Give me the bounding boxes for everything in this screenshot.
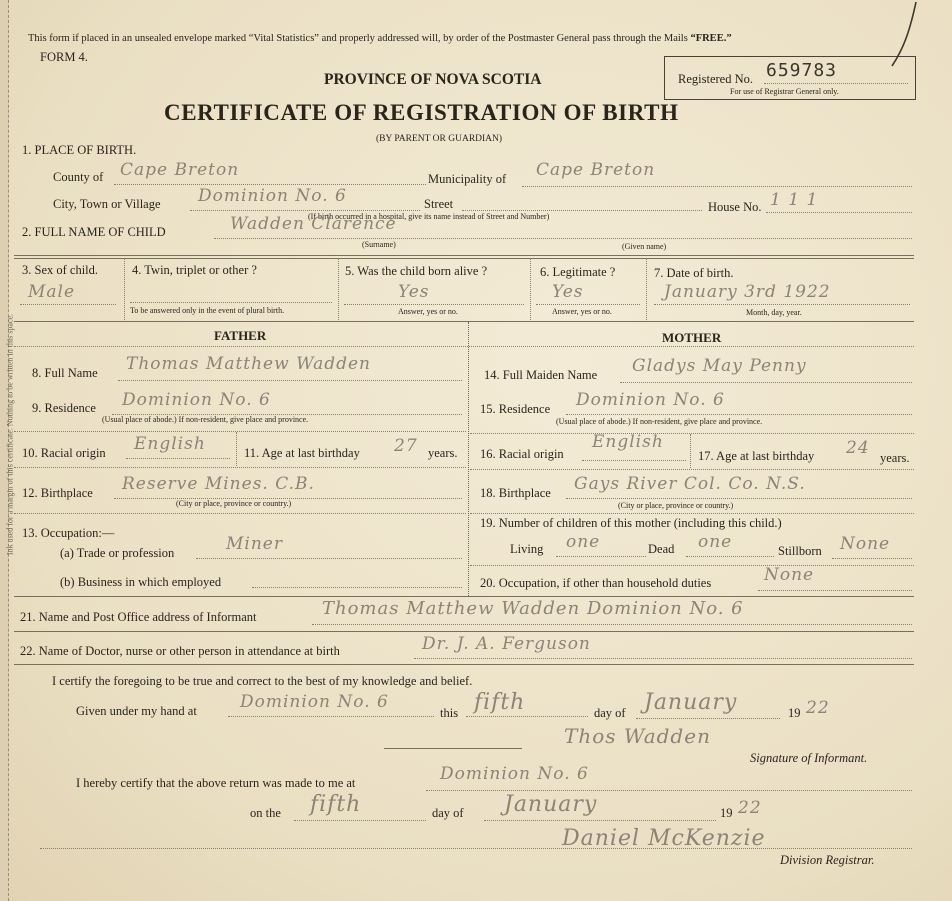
row3-top-rule-2 bbox=[14, 258, 914, 259]
date-of-birth-label: 7. Date of birth. bbox=[654, 266, 734, 280]
mother-racial-label: 16. Racial origin bbox=[480, 447, 564, 461]
mother-residence-label: 15. Residence bbox=[480, 402, 551, 416]
doctor-label: 22. Name of Doctor, nurse or other person in attendance at birth bbox=[20, 644, 340, 658]
stillborn-label: Stillborn bbox=[778, 544, 822, 558]
house-label: House No. bbox=[708, 200, 762, 214]
father-residence-value: Dominion No. 6 bbox=[122, 390, 271, 410]
mother-age-divider bbox=[690, 434, 691, 468]
father-age-label: 11. Age at last birthday bbox=[244, 446, 360, 460]
father-age-divider bbox=[236, 432, 237, 466]
dead-label: Dead bbox=[648, 542, 675, 556]
left-margin-strip bbox=[0, 0, 15, 901]
alive-note: Answer, yes or no. bbox=[398, 307, 458, 316]
mother-row-rule-1 bbox=[470, 433, 914, 434]
street-label: Street bbox=[424, 197, 454, 211]
mother-racial-line bbox=[582, 460, 686, 461]
doctor-top-rule bbox=[14, 631, 914, 632]
mother-name-value: Gladys May Penny bbox=[632, 356, 807, 376]
certify-separator bbox=[384, 748, 522, 749]
side-note: Ink used for a margin of this certificate. Nothing to be written in this space. bbox=[5, 313, 15, 556]
municipality-value: Cape Breton bbox=[536, 160, 656, 180]
registrar-signature-line bbox=[40, 848, 912, 849]
registrar-year-suffix: 22 bbox=[738, 798, 762, 818]
mother-row-rule-2 bbox=[470, 469, 914, 470]
alive-label: 5. Was the child born alive ? bbox=[345, 264, 488, 278]
father-occupation-label: 13. Occupation:— bbox=[22, 526, 115, 540]
registrar-certify-text: I hereby certify that the above return was made to me at bbox=[76, 776, 356, 790]
municipality-line bbox=[522, 186, 912, 187]
alive-line bbox=[344, 304, 524, 305]
province-heading: PROVINCE OF NOVA SCOTIA bbox=[324, 71, 542, 88]
stillborn-value: None bbox=[840, 534, 891, 554]
registered-line bbox=[764, 83, 908, 84]
mother-occupation-line bbox=[758, 590, 912, 591]
father-trade-label: (a) Trade or profession bbox=[60, 546, 175, 560]
certify-text: I certify the foregoing to be true and correct to the best of my knowledge and belief. bbox=[52, 674, 473, 688]
form-number: FORM 4. bbox=[40, 50, 88, 64]
legitimate-line bbox=[536, 304, 640, 305]
given-name-note: (Given name) bbox=[622, 242, 667, 251]
city-label: City, Town or Village bbox=[53, 197, 161, 211]
mother-residence-note: (Usual place of abode.) If non-resident, give place and province. bbox=[556, 417, 763, 426]
county-line bbox=[114, 184, 426, 185]
margin-pen-stroke bbox=[880, 0, 920, 70]
mother-age-value: 24 bbox=[846, 438, 870, 458]
certification-top-rule bbox=[14, 664, 914, 665]
mother-birthplace-label: 18. Birthplace bbox=[480, 486, 551, 500]
mother-occupation-label: 20. Occupation, if other than household duties bbox=[480, 576, 712, 590]
row3-divider-4 bbox=[646, 258, 647, 320]
mother-name-line bbox=[620, 382, 912, 383]
house-line bbox=[766, 212, 912, 213]
father-heading: FATHER bbox=[214, 328, 267, 343]
registrar-year-prefix: 19 bbox=[720, 806, 733, 820]
mother-children-label: 19. Number of children of this mother (including this child.) bbox=[480, 516, 782, 530]
county-label: County of bbox=[53, 170, 104, 184]
mother-racial-value: English bbox=[592, 432, 664, 452]
mother-age-unit: years. bbox=[880, 451, 910, 465]
parents-heading-rule bbox=[14, 346, 914, 347]
sex-label: 3. Sex of child. bbox=[22, 263, 99, 277]
informant-signature: Thos Wadden bbox=[564, 724, 711, 748]
informant-line bbox=[312, 624, 912, 625]
certificate-subtitle: (BY PARENT OR GUARDIAN) bbox=[376, 134, 503, 144]
mother-heading: MOTHER bbox=[662, 330, 722, 345]
date-of-birth-line bbox=[654, 304, 910, 305]
doctor-value: Dr. J. A. Ferguson bbox=[422, 634, 591, 654]
dead-value: one bbox=[698, 532, 733, 552]
given-place-value: Dominion No. 6 bbox=[240, 692, 389, 712]
father-name-label: 8. Full Name bbox=[32, 366, 98, 380]
month-line bbox=[636, 718, 780, 719]
registrar-note: For use of Registrar General only. bbox=[730, 87, 839, 96]
dead-line bbox=[686, 556, 774, 557]
mother-age-label: 17. Age at last birthday bbox=[698, 449, 815, 463]
mail-notice-free: “FREE.” bbox=[690, 33, 732, 44]
registrar-day-of-label: day of bbox=[432, 806, 464, 820]
father-name-value: Thomas Matthew Wadden bbox=[126, 354, 371, 374]
father-birthplace-label: 12. Birthplace bbox=[22, 486, 93, 500]
city-line bbox=[190, 210, 420, 211]
sex-line bbox=[20, 304, 116, 305]
sex-value: Male bbox=[28, 282, 76, 302]
father-business-label: (b) Business in which employed bbox=[60, 575, 222, 589]
month-value: January bbox=[644, 690, 738, 715]
given-place-line bbox=[228, 716, 434, 717]
child-name-label: 2. FULL NAME OF CHILD bbox=[22, 225, 166, 239]
city-value: Dominion No. 6 bbox=[198, 186, 347, 206]
row3-bottom-rule bbox=[14, 321, 914, 322]
house-value: 1 1 1 bbox=[770, 190, 819, 210]
registrar-month-line bbox=[484, 820, 716, 821]
living-line bbox=[556, 556, 646, 557]
father-birthplace-note: (City or place, province or country.) bbox=[176, 499, 292, 508]
mother-residence-line bbox=[566, 414, 912, 415]
registrar-month-value: January bbox=[504, 792, 598, 817]
year-suffix: 22 bbox=[806, 698, 830, 718]
father-racial-line bbox=[126, 458, 230, 459]
father-business-line bbox=[252, 587, 462, 588]
mail-notice-text: This form if placed in an unsealed envelope marked “Vital Statistics” and properly addressed will, by order of the Postmaster General pass through the Mails bbox=[28, 33, 688, 44]
this-label: this bbox=[440, 706, 459, 720]
father-trade-line bbox=[196, 558, 462, 559]
municipality-label: Municipality of bbox=[428, 172, 507, 186]
legitimate-label: 6. Legitimate ? bbox=[540, 265, 616, 279]
father-trade-value: Miner bbox=[226, 534, 283, 554]
child-name-line bbox=[214, 238, 912, 239]
mother-birthplace-note: (City or place, province or country.) bbox=[618, 501, 734, 510]
given-under-label: Given under my hand at bbox=[76, 704, 197, 718]
street-line bbox=[462, 210, 702, 211]
date-of-birth-value: January 3rd 1922 bbox=[664, 282, 831, 302]
father-row-rule-2 bbox=[14, 467, 466, 468]
year-prefix: 19 bbox=[788, 706, 801, 720]
registered-number: 659783 bbox=[766, 60, 838, 81]
surname-note: (Surname) bbox=[362, 240, 396, 249]
mother-row-rule-4 bbox=[470, 565, 914, 566]
row3-divider-1 bbox=[124, 258, 125, 320]
twin-note: To be answered only in the event of plural birth. bbox=[130, 306, 285, 315]
father-racial-value: English bbox=[134, 434, 206, 454]
twin-line bbox=[130, 302, 332, 303]
registrar-signature: Daniel McKenzie bbox=[562, 826, 766, 851]
living-label: Living bbox=[510, 542, 544, 556]
place-of-birth-label: 1. PLACE OF BIRTH. bbox=[22, 143, 137, 157]
father-name-line bbox=[118, 380, 462, 381]
alive-value: Yes bbox=[398, 282, 430, 302]
registrar-day-line bbox=[294, 820, 426, 821]
twin-label: 4. Twin, triplet or other ? bbox=[132, 263, 257, 277]
certificate-title: CERTIFICATE OF REGISTRATION OF BIRTH bbox=[164, 100, 679, 125]
this-day-value: fifth bbox=[474, 690, 526, 715]
registrar-signature-label: Division Registrar. bbox=[780, 853, 875, 867]
parents-divider bbox=[468, 322, 469, 596]
informant-label: 21. Name and Post Office address of Informant bbox=[20, 610, 257, 624]
father-residence-label: 9. Residence bbox=[32, 401, 96, 415]
registrar-place-line bbox=[426, 790, 912, 791]
registrar-day-value: fifth bbox=[310, 792, 362, 817]
informant-top-rule bbox=[14, 596, 914, 597]
living-value: one bbox=[566, 532, 601, 552]
legitimate-value: Yes bbox=[552, 282, 584, 302]
registered-label: Registered No. bbox=[678, 72, 753, 86]
this-day-line bbox=[466, 716, 588, 717]
mother-row-rule-3 bbox=[470, 513, 914, 514]
registrar-place-value: Dominion No. 6 bbox=[440, 764, 589, 784]
doctor-line bbox=[414, 658, 912, 659]
stillborn-line bbox=[832, 558, 912, 559]
mail-notice bbox=[28, 33, 732, 44]
informant-signature-label: Signature of Informant. bbox=[750, 751, 868, 765]
father-age-unit: years. bbox=[428, 446, 458, 460]
father-row-rule-3 bbox=[14, 513, 466, 514]
father-age-value: 27 bbox=[394, 436, 418, 456]
father-birthplace-value: Reserve Mines. C.B. bbox=[122, 474, 315, 494]
row3-top-rule bbox=[14, 255, 914, 256]
mother-occupation-value: None bbox=[764, 565, 815, 585]
father-racial-label: 10. Racial origin bbox=[22, 446, 106, 460]
day-of-label: day of bbox=[594, 706, 626, 720]
informant-value: Thomas Matthew Wadden Dominion No. 6 bbox=[322, 598, 744, 619]
on-the-label: on the bbox=[250, 806, 281, 820]
father-row-rule-1 bbox=[14, 431, 466, 432]
mother-name-label: 14. Full Maiden Name bbox=[484, 368, 598, 382]
mother-birthplace-line bbox=[566, 498, 912, 499]
row3-divider-2 bbox=[338, 258, 339, 320]
county-value: Cape Breton bbox=[120, 160, 240, 180]
mother-residence-value: Dominion No. 6 bbox=[576, 390, 725, 410]
street-note: (If birth occurred in a hospital, give its name instead of Street and Number) bbox=[308, 212, 550, 221]
row3-divider-3 bbox=[530, 258, 531, 320]
mother-birthplace-value: Gays River Col. Co. N.S. bbox=[574, 474, 806, 494]
date-of-birth-note: Month, day, year. bbox=[746, 308, 802, 317]
legitimate-note: Answer, yes or no. bbox=[552, 307, 612, 316]
child-name-value: Wadden Clarence bbox=[230, 214, 397, 234]
father-residence-note: (Usual place of abode.) If non-resident, give place and province. bbox=[102, 415, 309, 424]
